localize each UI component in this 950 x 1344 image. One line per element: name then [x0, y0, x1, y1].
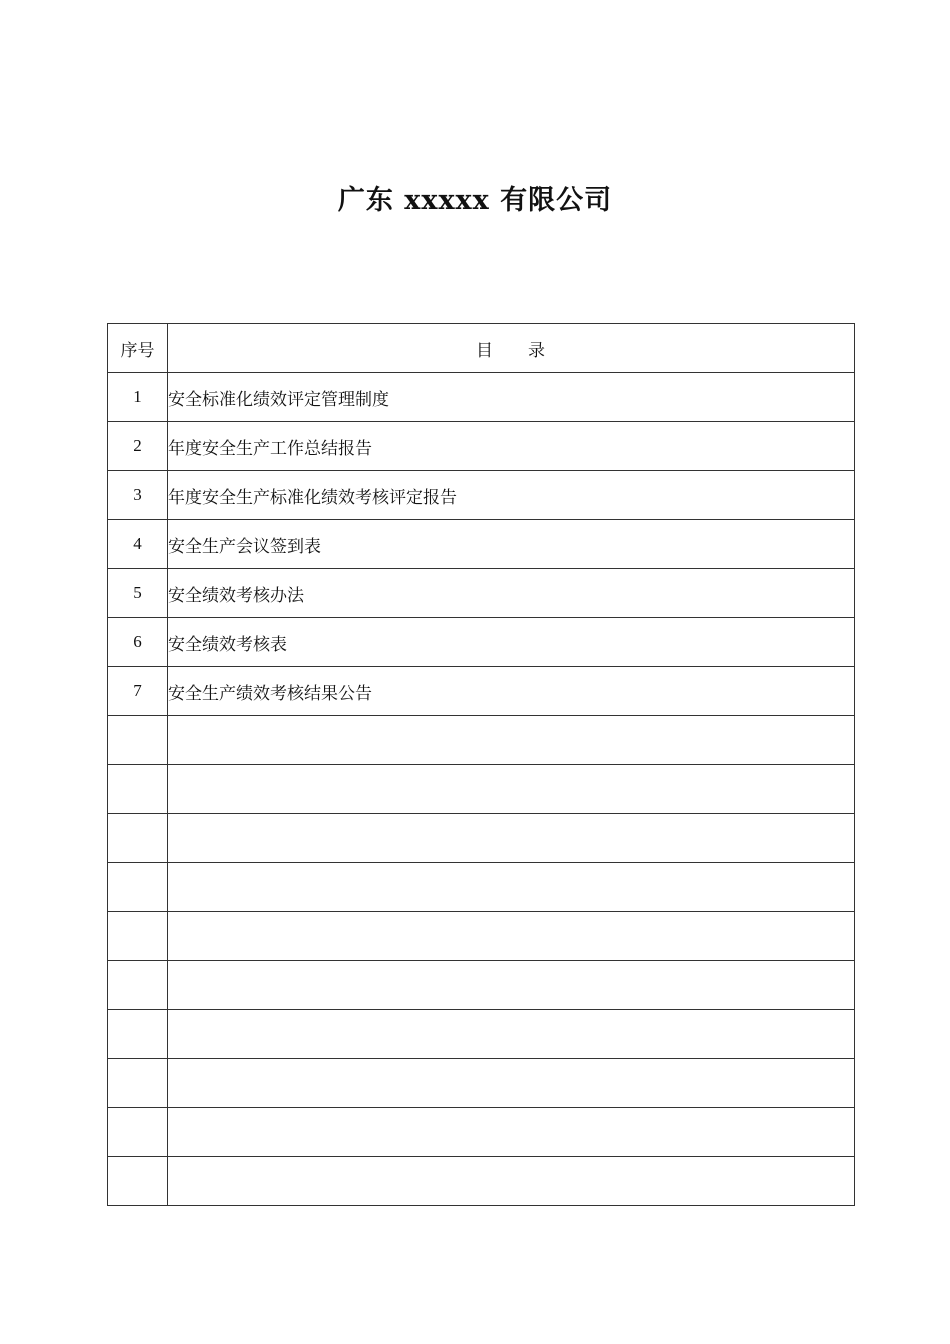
- row-item: [168, 765, 855, 814]
- table-row: [108, 373, 855, 422]
- column-header-contents-part2: 录: [528, 340, 546, 361]
- row-number: 4: [108, 520, 168, 569]
- row-number: [108, 1157, 168, 1206]
- row-number: [108, 716, 168, 765]
- document-title: 广东 xxxxx 有限公司: [337, 185, 613, 216]
- row-number: [108, 1059, 168, 1108]
- row-number: [108, 912, 168, 961]
- table-row-empty: [108, 716, 855, 765]
- row-item: 安全绩效考核表: [168, 618, 855, 667]
- row-item: 安全标准化绩效评定管理制度: [168, 373, 855, 422]
- row-number: [108, 961, 168, 1010]
- table-row-empty: [108, 1157, 855, 1206]
- column-header-contents: [168, 324, 855, 373]
- table-row-empty: [108, 863, 855, 912]
- row-item: 年度安全生产工作总结报告: [168, 422, 855, 471]
- row-item: [168, 961, 855, 1010]
- row-item: [168, 814, 855, 863]
- row-number: [108, 1108, 168, 1157]
- row-number: 3: [108, 471, 168, 520]
- table-row-empty: [108, 814, 855, 863]
- column-header-no: 序号: [108, 324, 168, 373]
- table-row: [108, 471, 855, 520]
- row-number: [108, 863, 168, 912]
- row-item: [168, 1059, 855, 1108]
- column-header-contents-part1: 目: [476, 340, 494, 361]
- toc-header-row: [108, 324, 855, 373]
- row-item: 安全生产会议签到表: [168, 520, 855, 569]
- table-row: [108, 667, 855, 716]
- row-number: [108, 1010, 168, 1059]
- row-number: 7: [108, 667, 168, 716]
- table-row: [108, 422, 855, 471]
- toc-table: [107, 323, 855, 1206]
- table-row: [108, 618, 855, 667]
- table-row: [108, 520, 855, 569]
- row-item: 年度安全生产标准化绩效考核评定报告: [168, 471, 855, 520]
- row-item: [168, 716, 855, 765]
- row-number: [108, 765, 168, 814]
- row-number: 5: [108, 569, 168, 618]
- table-row-empty: [108, 1108, 855, 1157]
- row-number: 6: [108, 618, 168, 667]
- row-item: 安全生产绩效考核结果公告: [168, 667, 855, 716]
- row-item: [168, 912, 855, 961]
- row-number: [108, 814, 168, 863]
- row-item: [168, 1157, 855, 1206]
- table-row-empty: [108, 961, 855, 1010]
- table-row-empty: [108, 765, 855, 814]
- row-item: 安全绩效考核办法: [168, 569, 855, 618]
- row-item: [168, 863, 855, 912]
- row-number: 1: [108, 373, 168, 422]
- row-item: [168, 1010, 855, 1059]
- table-row-empty: [108, 1059, 855, 1108]
- row-item: [168, 1108, 855, 1157]
- row-number: 2: [108, 422, 168, 471]
- table-row: [108, 569, 855, 618]
- table-row-empty: [108, 912, 855, 961]
- table-row-empty: [108, 1010, 855, 1059]
